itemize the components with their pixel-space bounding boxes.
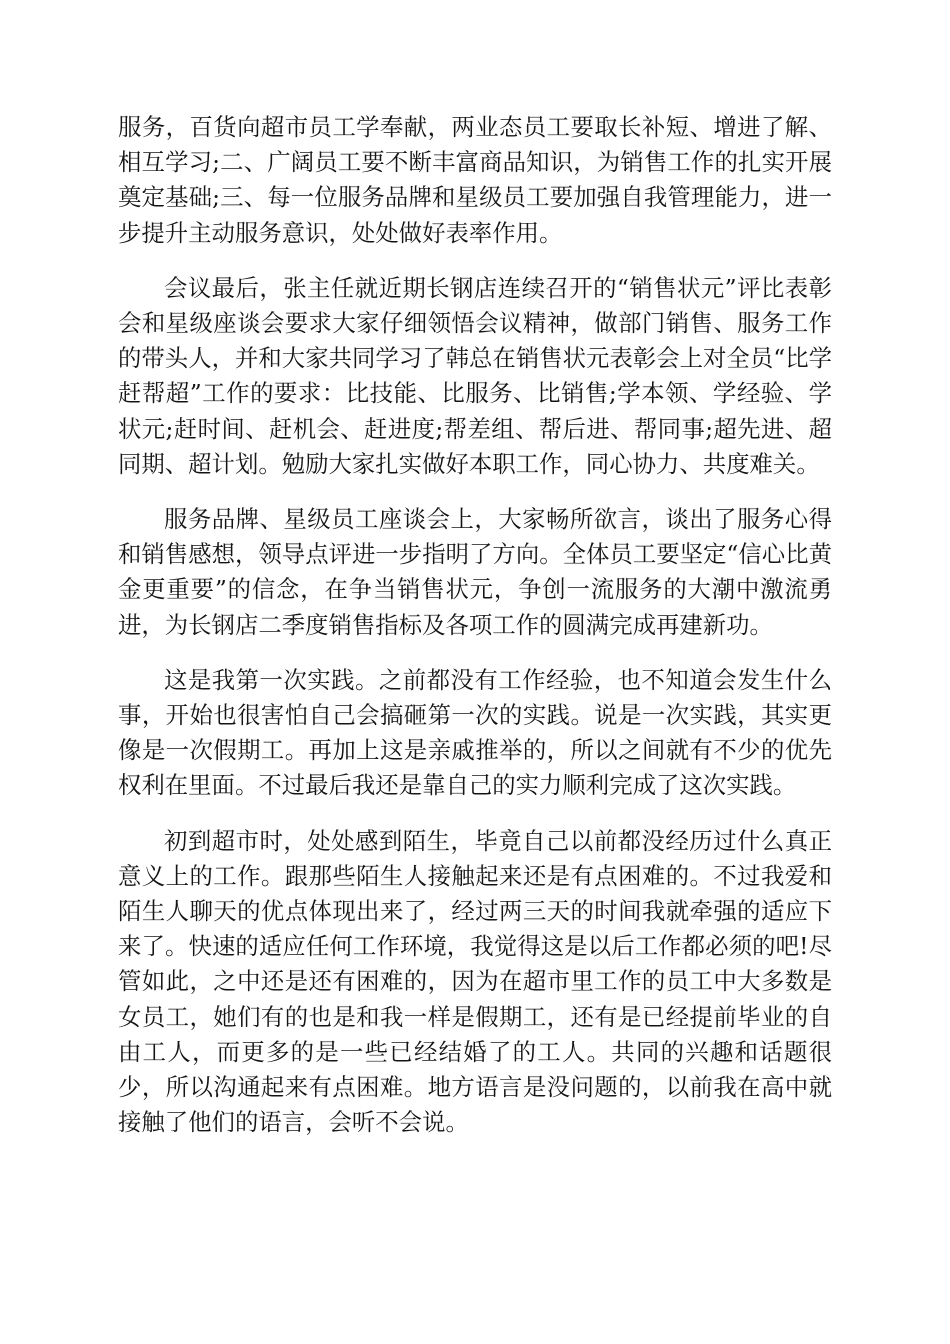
paragraph-3: 服务品牌、星级员工座谈会上，大家畅所欲言，谈出了服务心得和销售感想，领导点评进一步指明了方向。全体员工要坚定“信心比黄金更重要”的信念，在争当销售状元，争创一流服务的大潮中激流勇进，为长钢店二季度销售指标及各项工作的圆满完成再建新功。 bbox=[118, 505, 832, 639]
paragraph-2: 会议最后，张主任就近期长钢店连续召开的“销售状元”评比表彰会和星级座谈会要求大家仔细领悟会议精神，做部门销售、服务工作的带头人，并和大家共同学习了韩总在销售状元表彰会上对全员“比学赶帮超”工作的要求：比技能、比服务、比销售;学本领、学经验、学状元;赶时间、赶机会、赶进度;帮差组、帮后进、帮同事;超先进、超同期、超计划。勉励大家扎实做好本职工作，同心协力、共度难关。 bbox=[118, 273, 832, 478]
document-page bbox=[118, 110, 832, 1160]
paragraph-5: 初到超市时，处处感到陌生，毕竟自己以前都没经历过什么真正意义上的工作。跟那些陌生人接触起来还是有点困难的。不过我爱和陌生人聊天的优点体现出来了，经过两三天的时间我就牵强的适应下来了。快速的适应任何工作环境，我觉得这是以后工作都必须的吧!尽管如此，之中还是还有困难的，因为在超市里工作的员工中大多数是女员工，她们有的也是和我一样是假期工，还有是已经提前毕业的自由工人，而更多的是一些已经结婚了的工人。共同的兴趣和话题很少，所以沟通起来有点困难。地方语言是没问题的，以前我在高中就接触了他们的语言，会听不会说。 bbox=[118, 826, 832, 1137]
paragraph-4: 这是我第一次实践。之前都没有工作经验，也不知道会发生什么事，开始也很害怕自己会搞砸第一次的实践。说是一次实践，其实更像是一次假期工。再加上这是亲戚推举的，所以之间就有不少的优先权利在里面。不过最后我还是靠自己的实力顺利完成了这次实践。 bbox=[118, 665, 832, 800]
paragraph-1: 服务，百货向超市员工学奉献，两业态员工要取长补短、增进了解、相互学习;二、广阔员工要不断丰富商品知识，为销售工作的扎实开展奠定基础;三、每一位服务品牌和星级员工要加强自我管理能力，进一步提升主动服务意识，处处做好表率作用。 bbox=[118, 113, 832, 247]
